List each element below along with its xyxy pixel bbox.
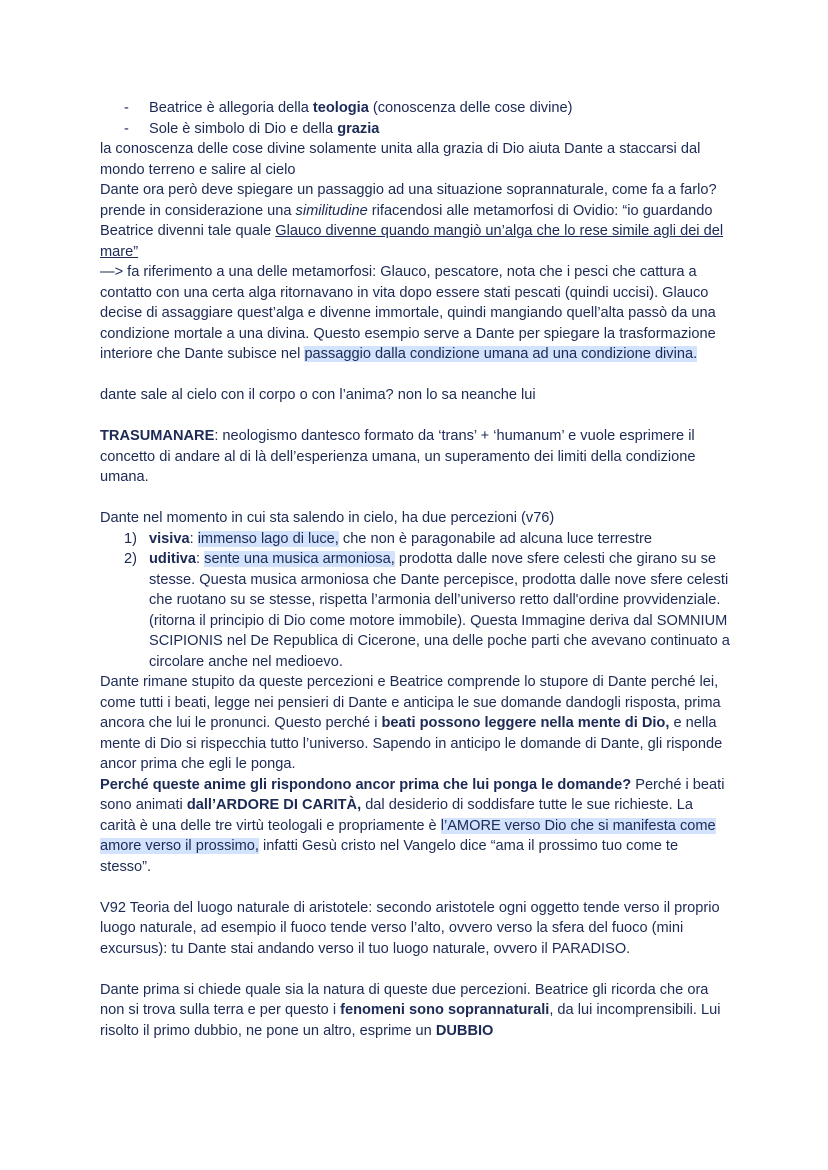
list-item: 1) visiva: immenso lago di luce, che non è paragonabile ad alcuna luce terrestre (100, 529, 730, 550)
highlighted-text: l’AMORE verso Dio che si manifesta come amore verso il prossimo, (100, 817, 716, 854)
paragraph-glauco: —> fa riferimento a una delle metamorfosi: Glauco, pescatore, nota che i pesci che cattura a contatto con una certa alga ritornavano in vita dopo essere stati pescati (quindi uccisi). Glauco decise di assaggiare quest’alga e divenne immortale, quindi mangiando quell’alta passò da una condizione mortale a una divina. Questo esempio serve a Dante per spiegare la trasformazione interiore che Dante subisce nel passaggio dalla condizione umana ad una condizione divina. (100, 264, 716, 362)
paragraph-grace: la conoscenza delle cose divine solamente unita alla grazia di Dio aiuta Dante a staccarsi dal mondo terreno e salire al cielo (100, 141, 701, 178)
paragraph-stupore: Dante rimane stupito da queste percezioni e Beatrice comprende lo stupore di Dante perché lei, come tutti i beati, legge nei pensieri di Dante e anticipa le sue domande dandogli risposta, prima ancora che lui le pronunci. Questo perché i beati possono leggere nella mente di Dio, e nella mente di Dio si rispecchia tutto l’universo. Sapendo in anticipo le domande di Dante, gli risponde ancor prima che egli le ponga. (100, 674, 723, 772)
list-item: 2) uditiva: sente una musica armoniosa, prodotta dalle nove sfere celesti che girano su se stesse. Questa musica armoniosa che Dante percepisce, prodotta dalle nove sfere celesti che ruotano su se stesse, rispetta l’armonia dell’universo retto dall'ordine provvidenziale. (ritorna il principio di Dio come motore immobile). Questa Immagine deriva dal SOMNIUM SCIPIONIS nel De Republica di Cicerone, una delle poche parti che avevano continuato a circolare anche nel medioevo. (124, 551, 730, 670)
highlighted-text: sente una musica armoniosa, (204, 551, 395, 567)
paragraph-percezioni: Dante nel momento in cui sta salendo in cielo, ha due percezioni (v76) (100, 510, 555, 526)
underlined-quote: Glauco divenne quando mangiò un’alga che lo rese simile agli dei del mare” (100, 223, 724, 260)
dash-list (100, 98, 730, 139)
paragraph-dubbio: Dante prima si chiede quale sia la natura di queste due percezioni. Beatrice gli ricorda che ora non si trova sulla terra e per questo i fenomeni sono soprannaturali, da lui incomprensibili. Lui risolto il primo dubbio, ne pone un altro, esprime un DUBBIO (100, 981, 721, 1039)
paragraph-question: dante sale al cielo con il corpo o con l’anima? non lo sa neanche lui (100, 387, 536, 403)
paragraph-simile: Dante ora però deve spiegare un passaggio ad una situazione soprannaturale, come fa a farlo? prende in considerazione una similitudine rifacendosi alle metamorfosi di Ovidio: “io guardando Beatrice divenni tale quale Glauco divenne quando mangiò un’alga che lo rese simile agli dei del mare” (100, 182, 724, 260)
paragraph-trasumanare: TRASUMANARE: neologismo dantesco formato da ‘trans’ + ‘humanum’ e vuole esprimere il concetto di andare al di là dell’esperienza umana, un superamento dei limiti della condizione umana. (100, 428, 696, 485)
highlighted-text: passaggio dalla condizione umana ad una condizione divina. (304, 346, 698, 362)
dash-marker: - (124, 100, 129, 116)
paragraph-luogo-naturale: V92 Teoria del luogo naturale di aristotele: secondo aristotele ogni oggetto tende verso il proprio luogo naturale, ad esempio il fuoco tende verso l’alto, ovvero verso la sfera del fuoco (mini excursus): tu Dante stai andando verso il tuo luogo naturale, ovvero il PARADISO. (100, 899, 720, 957)
highlighted-text: immenso lago di luce, (197, 530, 339, 547)
list-number: 1) (124, 530, 137, 547)
list-number: 2) (124, 551, 137, 567)
list-item: - Beatrice è allegoria della teologia (conoscenza delle cose divine) (100, 98, 730, 119)
document-body (100, 98, 730, 1041)
dash-marker: - (124, 120, 129, 137)
numbered-list (100, 529, 730, 673)
list-item: - Sole è simbolo di Dio e della grazia (100, 119, 730, 140)
paragraph-carita: Perché queste anime gli rispondono ancor prima che lui ponga le domande? Perché i beati sono animati dall’ARDORE DI CARITÀ, dal desiderio di soddisfare tutte le sue richieste. La carità è una delle tre virtù teologali e propriamente è l’AMORE verso Dio che si manifesta come amore verso il prossimo, infatti Gesù cristo nel Vangelo dice “ama il prossimo tuo come te stesso”. (100, 776, 725, 875)
